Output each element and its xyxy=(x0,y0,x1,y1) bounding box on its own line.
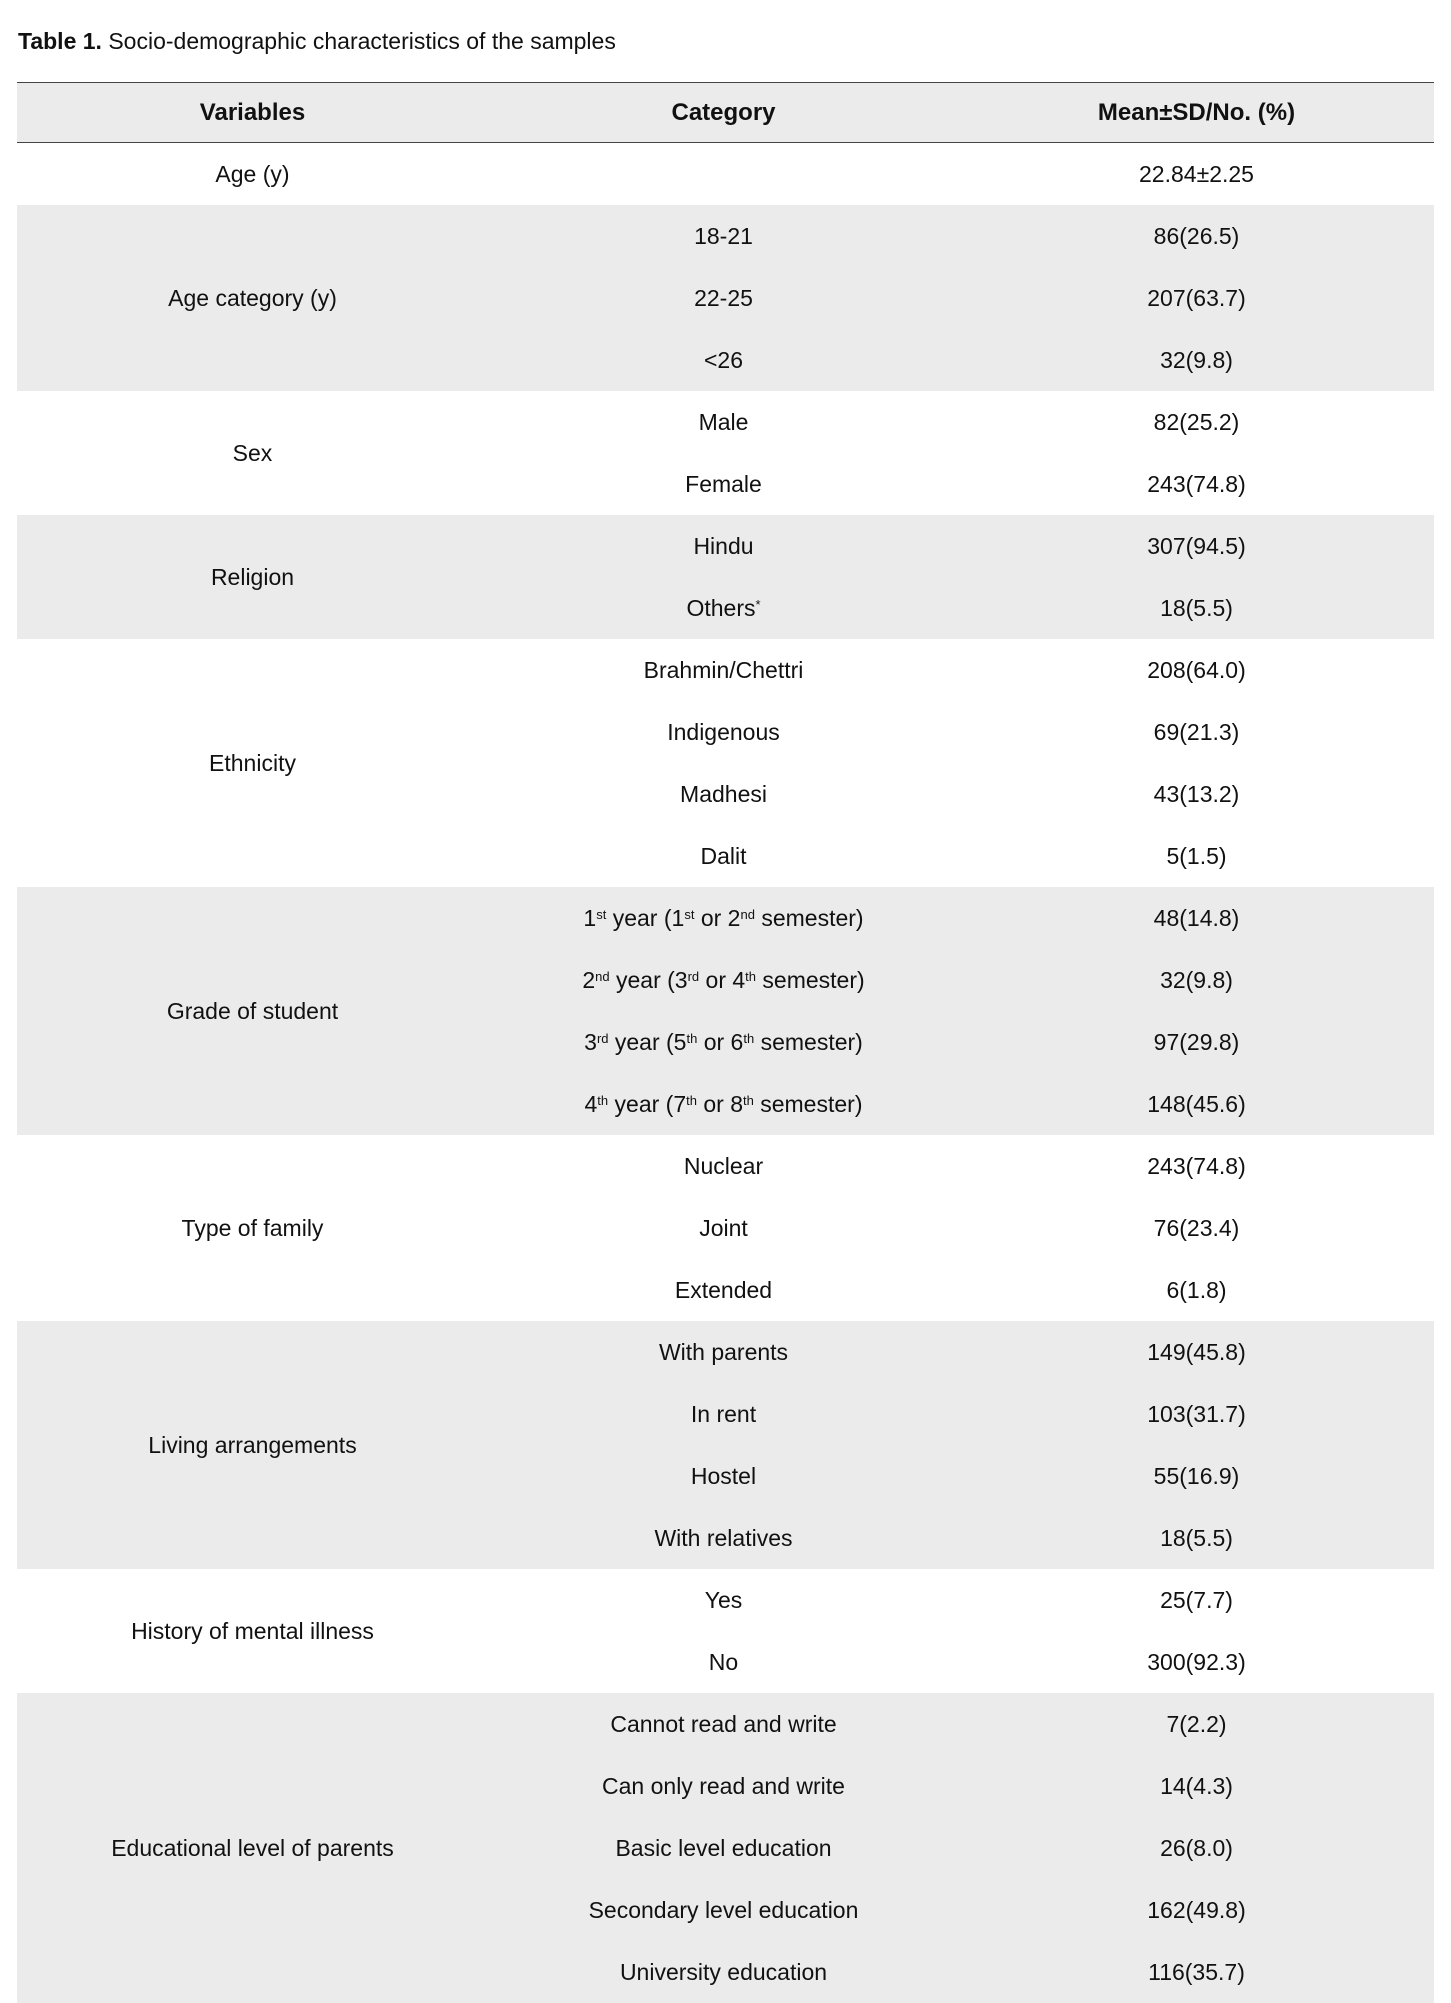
category-text: Dalit xyxy=(700,842,747,869)
category-cell: 2 $^{nd}$ year (3 $^{rd}$ or 4 $^{th}$ semester) xyxy=(582,966,865,993)
table-group xyxy=(17,887,1434,1135)
value-cell: 69(21.3) xyxy=(1153,718,1240,745)
category-text: year (5 xyxy=(608,1028,687,1055)
category-text: or 6 xyxy=(697,1028,744,1055)
category-text: 2 xyxy=(582,966,596,993)
table-group xyxy=(17,639,1434,887)
category-text: Cannot read and write xyxy=(610,1710,837,1737)
table-group xyxy=(17,1321,1434,1569)
table-row xyxy=(488,1135,1434,1197)
value-cell: 32(9.8) xyxy=(1160,966,1233,993)
category-text: Yes xyxy=(704,1586,743,1613)
table-group xyxy=(17,515,1434,639)
category-text: 22-25 xyxy=(694,284,753,311)
category-cell xyxy=(488,1693,959,1755)
category-text: Joint xyxy=(699,1214,748,1241)
table-row xyxy=(488,1879,1434,1941)
category-cell xyxy=(488,1631,959,1693)
category-text: or 2 xyxy=(694,904,741,931)
table-row xyxy=(488,1507,1434,1569)
table-row xyxy=(488,143,1434,205)
table-row xyxy=(488,1941,1434,2003)
category-cell xyxy=(488,1507,959,1569)
table-row xyxy=(488,949,1434,1011)
category-text: Can only read and write xyxy=(602,1772,845,1799)
category-text: semester) xyxy=(756,966,865,993)
category-cell xyxy=(488,1569,959,1631)
category-text: Female xyxy=(685,470,762,497)
caption-label: Table 1. xyxy=(18,28,102,54)
value-cell: 103(31.7) xyxy=(1147,1400,1246,1427)
category-text: 4 xyxy=(584,1090,598,1117)
value-cell: 14(4.3) xyxy=(1160,1772,1233,1799)
category-cell xyxy=(488,1383,959,1445)
category-cell: 4 $^{th}$ year (7 $^{th}$ or 8 $^{th}$ semester) xyxy=(584,1090,863,1117)
table-group xyxy=(17,1569,1434,1693)
category-text: Basic level education xyxy=(615,1834,832,1861)
category-cell xyxy=(488,1879,959,1941)
value-cell: 6(1.8) xyxy=(1166,1276,1227,1303)
value-cell: 43(13.2) xyxy=(1153,780,1240,807)
variable-cell: Sex xyxy=(232,439,273,466)
category-cell xyxy=(488,267,959,329)
value-cell: 48(14.8) xyxy=(1153,904,1240,931)
category-cell xyxy=(488,701,959,763)
table-group xyxy=(17,391,1434,515)
category-text: Brahmin/Chettri xyxy=(643,656,804,683)
category-cell: 3 $^{rd}$ year (5 $^{th}$ or 6 $^{th}$ semester) xyxy=(584,1028,863,1055)
table-row xyxy=(488,701,1434,763)
value-cell: 5(1.5) xyxy=(1166,842,1227,869)
category-cell xyxy=(488,391,959,453)
category-cell xyxy=(488,1817,959,1879)
table-row xyxy=(488,1755,1434,1817)
table-group xyxy=(17,143,1434,205)
category-cell xyxy=(488,453,959,515)
value-cell: 243(74.8) xyxy=(1147,470,1246,497)
category-text: No xyxy=(708,1648,739,1675)
table-row xyxy=(488,453,1434,515)
category-cell xyxy=(488,329,959,391)
value-cell: 25(7.7) xyxy=(1160,1586,1233,1613)
category-cell xyxy=(488,763,959,825)
category-text: Extended xyxy=(674,1276,773,1303)
value-cell: 55(16.9) xyxy=(1153,1462,1240,1489)
category-text: year (7 xyxy=(608,1090,687,1117)
variable-cell: Ethnicity xyxy=(209,749,296,776)
table-row xyxy=(488,1259,1434,1321)
value-cell: 7(2.2) xyxy=(1166,1710,1227,1737)
category-cell xyxy=(488,143,959,205)
value-cell: 22.84±2.25 xyxy=(1139,160,1254,187)
category-text: With parents xyxy=(658,1338,789,1365)
table-group xyxy=(17,205,1434,391)
value-cell: 26(8.0) xyxy=(1160,1834,1233,1861)
category-cell xyxy=(488,1321,959,1383)
table-row xyxy=(488,1383,1434,1445)
value-cell: 76(23.4) xyxy=(1153,1214,1240,1241)
value-cell: 97(29.8) xyxy=(1153,1028,1240,1055)
table-caption xyxy=(18,24,616,58)
category-text: or 4 xyxy=(699,966,746,993)
category-cell xyxy=(488,205,959,267)
category-text: or 8 xyxy=(696,1090,743,1117)
variable-cell: History of mental illness xyxy=(131,1617,374,1644)
category-cell: 1 $^{st}$ year (1 $^{st}$ or 2 $^{nd}$ semester) xyxy=(583,904,864,931)
header-mean-sd: Mean±SD/No. (%) xyxy=(1097,98,1296,126)
category-text: 18-21 xyxy=(694,222,753,249)
variable-cell: Grade of student xyxy=(166,997,339,1024)
variable-cell: Educational level of parents xyxy=(111,1834,394,1861)
category-cell xyxy=(488,1941,959,2003)
category-text: Male xyxy=(698,408,749,435)
category-text: Others xyxy=(686,594,756,621)
value-cell: 243(74.8) xyxy=(1147,1152,1246,1179)
category-cell xyxy=(488,1197,959,1259)
category-text: Nuclear xyxy=(683,1152,764,1179)
category-text: year (3 xyxy=(609,966,688,993)
variable-cell: Age category (y) xyxy=(168,284,337,311)
table-row xyxy=(488,329,1434,391)
table-group xyxy=(17,1693,1434,2003)
category-cell xyxy=(488,1259,959,1321)
table-row xyxy=(488,1011,1434,1073)
category-text: In rent xyxy=(690,1400,757,1427)
category-text: semester) xyxy=(754,904,864,931)
category-text: <26 xyxy=(703,346,743,373)
demographics-table xyxy=(17,82,1434,2003)
table-row xyxy=(488,1073,1434,1135)
value-cell: 148(45.6) xyxy=(1147,1090,1246,1117)
category-text: Indigenous xyxy=(667,718,780,745)
category-cell xyxy=(488,825,959,887)
table-group xyxy=(17,1135,1434,1321)
table-row xyxy=(488,763,1434,825)
value-cell: 18(5.5) xyxy=(1160,1524,1233,1551)
table-row xyxy=(488,1631,1434,1693)
value-cell: 86(26.5) xyxy=(1153,222,1240,249)
category-text: Hindu xyxy=(693,532,754,559)
table-row xyxy=(488,577,1434,639)
variable-cell: Type of family xyxy=(181,1214,324,1241)
value-cell: 307(94.5) xyxy=(1147,532,1246,559)
table-body xyxy=(17,143,1434,2003)
category-cell xyxy=(488,639,959,701)
value-cell: 207(63.7) xyxy=(1147,284,1246,311)
table-row xyxy=(488,1321,1434,1383)
caption-text: Socio-demographic characteristics of the samples xyxy=(108,28,616,54)
table-row xyxy=(488,267,1434,329)
table-row xyxy=(488,515,1434,577)
category-text: With relatives xyxy=(654,1524,793,1551)
category-text: semester) xyxy=(754,1028,863,1055)
value-cell: 162(49.8) xyxy=(1147,1896,1246,1923)
table-row xyxy=(488,205,1434,267)
category-cell: Others * xyxy=(686,594,761,621)
category-text: Secondary level education xyxy=(588,1896,859,1923)
value-cell: 18(5.5) xyxy=(1160,594,1233,621)
value-cell: 32(9.8) xyxy=(1160,346,1233,373)
variable-cell: Living arrangements xyxy=(148,1431,357,1458)
table-row xyxy=(488,639,1434,701)
table-row xyxy=(488,1569,1434,1631)
value-cell: 116(35.7) xyxy=(1148,1958,1245,1985)
category-cell xyxy=(488,1445,959,1507)
table-row xyxy=(488,391,1434,453)
table-row xyxy=(488,825,1434,887)
category-text: year (1 xyxy=(606,904,685,931)
table-row xyxy=(488,1817,1434,1879)
variable-cell: Age (y) xyxy=(215,160,290,187)
value-cell: 300(92.3) xyxy=(1147,1648,1246,1675)
category-text: Madhesi xyxy=(680,780,767,807)
category-cell xyxy=(488,1755,959,1817)
value-cell: 208(64.0) xyxy=(1147,656,1246,683)
value-cell: 149(45.8) xyxy=(1147,1338,1246,1365)
table-row xyxy=(488,887,1434,949)
category-cell xyxy=(488,515,959,577)
category-text: 3 xyxy=(584,1028,597,1055)
category-text: semester) xyxy=(753,1090,863,1117)
table-row xyxy=(488,1197,1434,1259)
category-text: University education xyxy=(619,1958,828,1985)
value-cell: 82(25.2) xyxy=(1153,408,1240,435)
table-row xyxy=(488,1693,1434,1755)
variable-cell: Religion xyxy=(210,563,295,590)
category-text: 1 xyxy=(583,904,597,931)
category-cell xyxy=(488,1135,959,1197)
header-variables: Variables xyxy=(199,98,306,126)
table-row xyxy=(488,1445,1434,1507)
category-text: Hostel xyxy=(690,1462,757,1489)
header-category: Category xyxy=(671,98,776,126)
table-header-row xyxy=(17,82,1434,143)
